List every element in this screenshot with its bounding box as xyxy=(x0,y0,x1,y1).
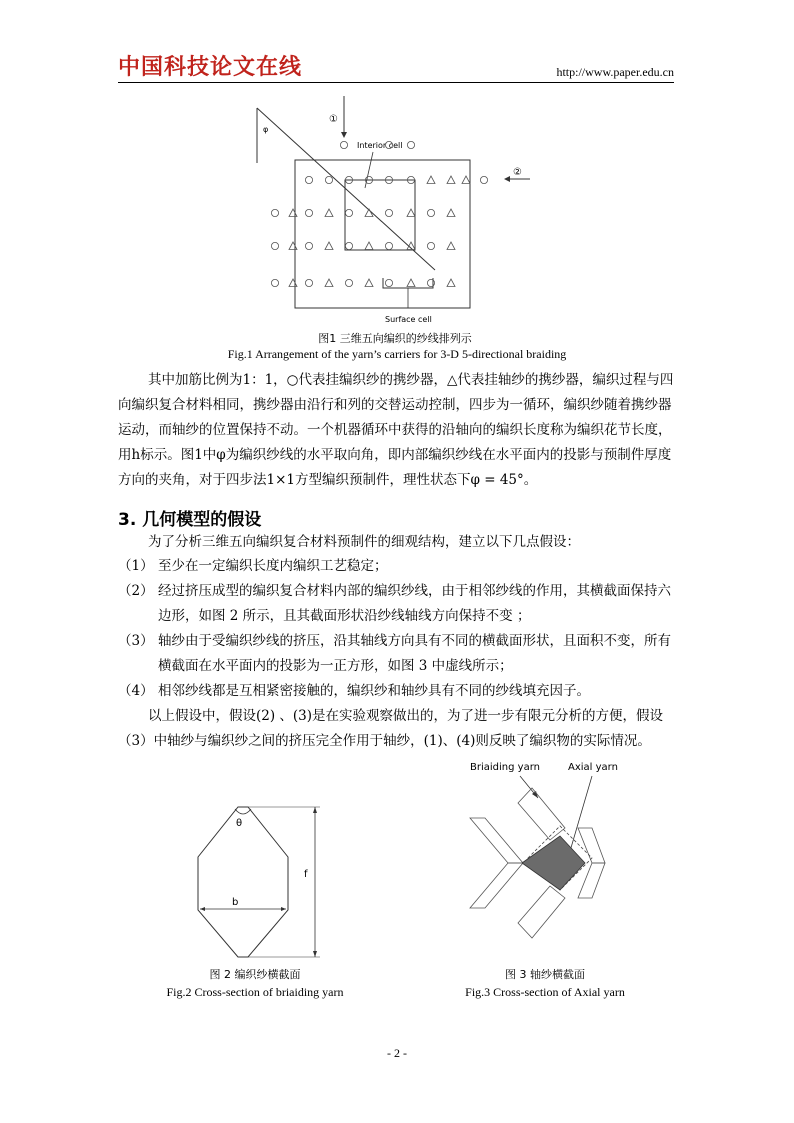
fig2-caption-en: Fig.2 Cross-section of briaiding yarn xyxy=(166,985,344,999)
assumption-text: 相邻纱线都是互相紧密接触的，编织纱和轴纱具有不同的纱线填充因子。 xyxy=(158,683,590,699)
braiding-yarn-label: Briaiding yarn xyxy=(470,762,540,773)
assumption-text: 至少在一定编织长度内编织工艺稳定； xyxy=(158,558,388,574)
braiding-carrier-circle xyxy=(305,279,312,286)
braiding-carrier-circle xyxy=(385,242,392,249)
axial-carrier-triangle xyxy=(289,242,297,250)
assumption-number: （2） xyxy=(118,583,154,599)
braiding-carrier-circle xyxy=(305,176,312,183)
assumption-4 xyxy=(118,679,678,704)
braiding-carrier-circle xyxy=(385,279,392,286)
axial-carrier-triangle xyxy=(447,176,455,184)
axial-carrier-triangle xyxy=(447,242,455,250)
braiding-carrier-circle xyxy=(385,209,392,216)
fig1-caption-cn: 图1 三维五向编织的纱线排列示 xyxy=(318,332,472,345)
braiding-carrier-circle xyxy=(480,176,487,183)
axial-carrier-triangle xyxy=(289,209,297,217)
figure1-carrier-arrangement xyxy=(245,88,545,328)
fig3-caption-en: Fig.3 Cross-section of Axial yarn xyxy=(465,985,625,999)
carrier-grid xyxy=(271,141,487,286)
section-heading: 3. 几何模型的假设 xyxy=(118,510,262,530)
f-label: f xyxy=(304,869,308,880)
axial-carrier-triangle xyxy=(447,209,455,217)
braiding-carrier-circle xyxy=(427,209,434,216)
braiding-carrier-circle xyxy=(345,279,352,286)
axial-yarn-label: Axial yarn xyxy=(568,762,618,773)
assumption-text: 经过挤压成型的编织复合材料内部的编织纱线，由于相邻纱线的作用，其横截面保持六边形，如图 2 所示，且其截面形状沿纱线轴线方向保持不变 ； xyxy=(158,583,671,624)
assumption-1 xyxy=(118,554,678,579)
assumption-2 xyxy=(118,579,678,629)
assumption-number: （1） xyxy=(118,558,154,574)
braiding-carrier-circle xyxy=(305,242,312,249)
figure2-hexagon-section xyxy=(180,795,330,965)
braiding-carrier-circle xyxy=(271,279,278,286)
braiding-carrier-circle xyxy=(427,279,434,286)
assumptions-intro: 为了分析三维五向编织复合材料预制件的细观结构，建立以下几点假设： xyxy=(148,534,580,550)
braiding-carrier-circle xyxy=(305,209,312,216)
axial-carrier-triangle xyxy=(462,176,470,184)
fig1-caption-en: Fig.1 Arrangement of the yarn’s carriers for 3-D 5-directional braiding xyxy=(227,347,567,361)
axial-carrier-triangle xyxy=(365,242,373,250)
axial-carrier-triangle xyxy=(407,279,415,287)
assumption-text: 轴纱由于受编织纱线的挤压，沿其轴线方向具有不同的横截面形状，且面积不变，所有横截面在水平面内的投影为一正方形，如图 3 中虚线所示； xyxy=(158,633,671,674)
label-1: ① xyxy=(329,114,338,125)
axial-carrier-triangle xyxy=(325,242,333,250)
theta-label: θ xyxy=(236,818,243,829)
braiding-carrier-circle xyxy=(407,141,414,148)
header-url: http://www.paper.edu.cn xyxy=(556,65,674,79)
axial-carrier-triangle xyxy=(447,279,455,287)
braiding-carrier-circle xyxy=(345,209,352,216)
assumption-3 xyxy=(118,629,678,679)
fig2-caption-cn: 图 2 编织纱横截面 xyxy=(209,968,301,981)
figure3-axial-section xyxy=(460,758,630,963)
braiding-carrier-circle xyxy=(340,141,347,148)
page-number: - 2 - xyxy=(387,1046,407,1060)
fig3-caption-cn: 图 3 轴纱横截面 xyxy=(505,968,585,981)
assumption-number: （4） xyxy=(118,683,154,699)
braiding-carrier-circle xyxy=(345,242,352,249)
header-rule xyxy=(118,82,674,83)
axial-carrier-triangle xyxy=(325,279,333,287)
body-paragraph-1: 其中加筋比例为1：1，○代表挂编织纱的携纱器，△代表挂轴纱的携纱器，编织过程与四向编织复合材料相同，携纱器由沿行和列的交替运动控制，四步为一循环，编织纱随着携纱器运动，而轴纱的位置保持不动。一个机器循环中获得的沿轴向的编织长度称为编织花节长度，用h标示。图1中φ为编织纱线的水平取向角，即内部编织纱线在水平面内的投影与预制件厚度方向的夹角，对于四步法1×1方型编织预制件，理性状态下φ = 45°。 xyxy=(118,372,674,488)
axial-carrier-triangle xyxy=(289,279,297,287)
label-2: ② xyxy=(513,167,522,178)
braiding-carrier-circle xyxy=(427,242,434,249)
axial-carrier-triangle xyxy=(427,176,435,184)
assumption-number: （3） xyxy=(118,633,154,649)
journal-logo: 中国科技论文在线 xyxy=(118,55,303,80)
interior-cell-label: Interior cell xyxy=(357,141,403,150)
braiding-carrier-circle xyxy=(271,242,278,249)
braiding-carrier-circle xyxy=(325,176,332,183)
axial-carrier-triangle xyxy=(365,279,373,287)
phi-label: φ xyxy=(263,125,269,134)
b-label: b xyxy=(232,897,239,908)
axial-carrier-triangle xyxy=(407,209,415,217)
surface-cell-label: Surface cell xyxy=(385,315,432,324)
axial-carrier-triangle xyxy=(325,209,333,217)
braiding-carrier-circle xyxy=(271,209,278,216)
body-paragraph-2: 以上假设中，假设(2) 、(3)是在实验观察做出的，为了进一步有限元分析的方便，假设（3）中轴纱与编织纱之间的挤压完全作用于轴纱，(1)、(4)则反映了编织物的实际情况。 xyxy=(118,708,664,749)
